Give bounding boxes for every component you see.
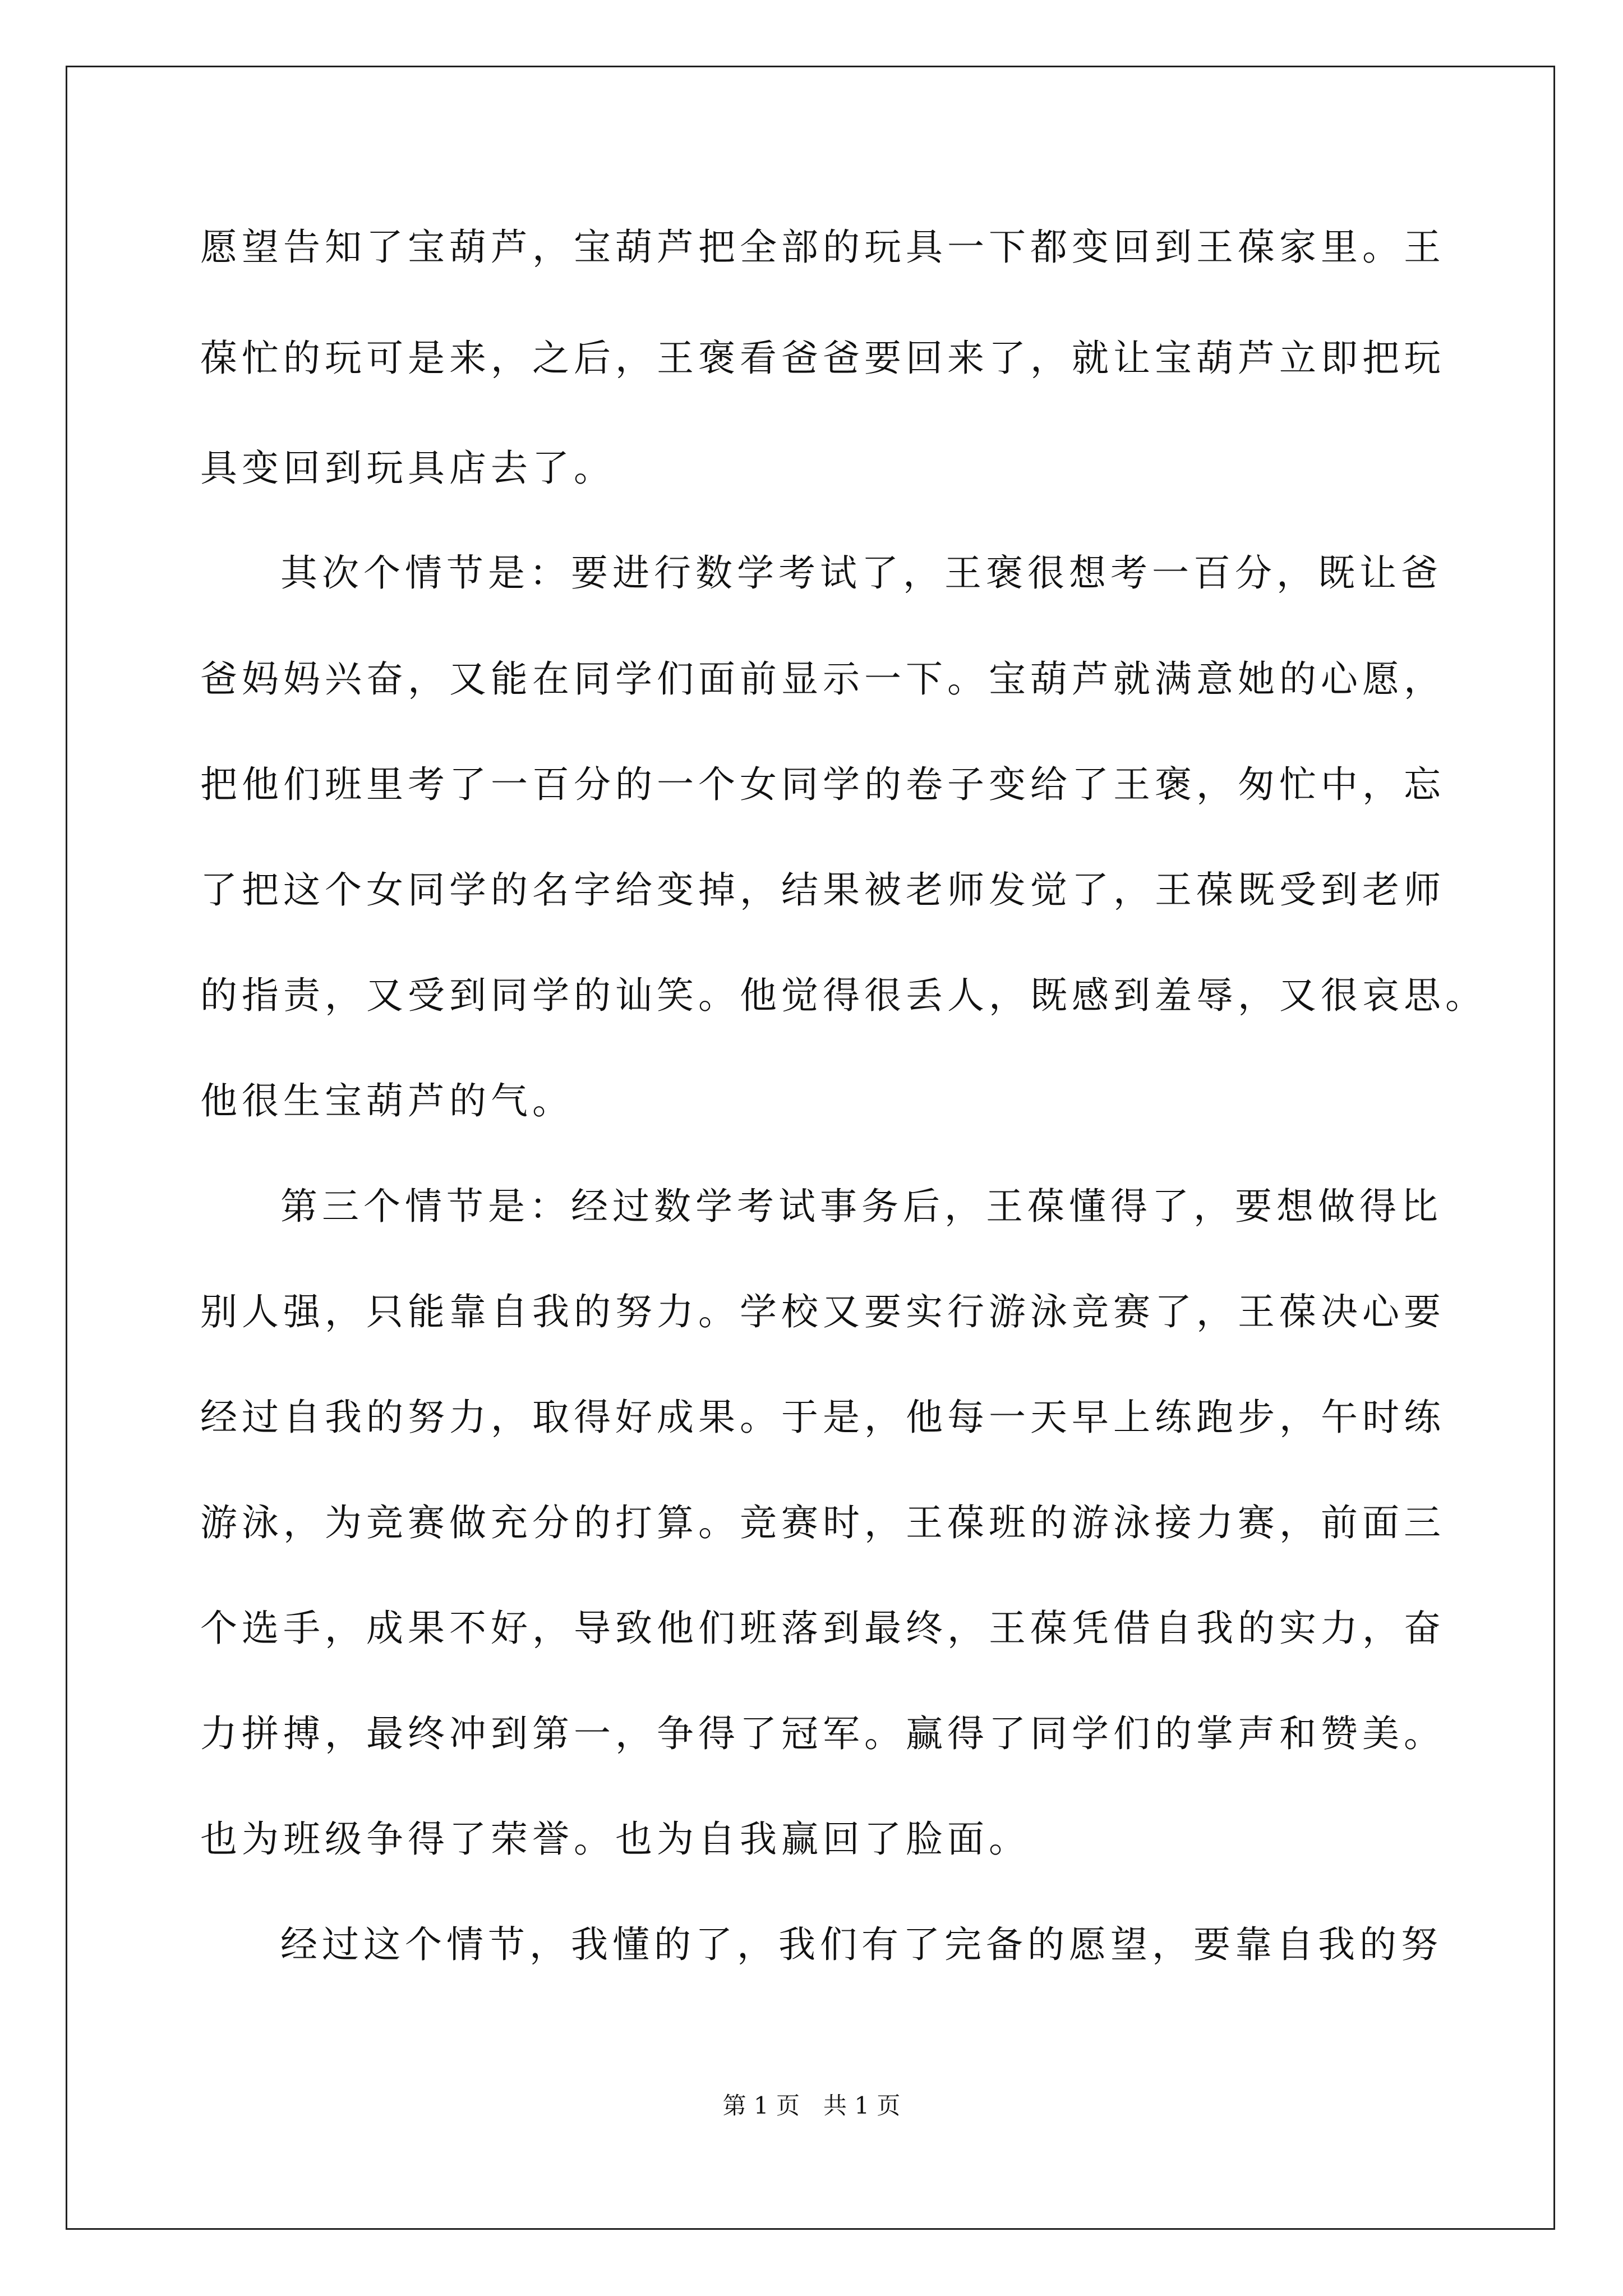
text-line: 个选手，成果不好，导致他们班落到最终，王葆凭借自我的实力，奋 [200,1607,1445,1650]
paragraph-start-line: 第三个情节是：经过数学考试事务后，王葆懂得了，要想做得比 [280,1185,1442,1228]
text-line: 爸妈妈兴奋，又能在同学们面前显示一下。宝葫芦就满意她的心愿， [200,657,1445,701]
page-border [66,66,1555,2230]
text-line: 别人强，只能靠自我的努力。学校又要实行游泳竞赛了，王葆决心要 [200,1290,1445,1333]
text-line: 了把这个女同学的名字给变掉，结果被老师发觉了，王葆既受到老师 [200,868,1445,912]
text-line: 具变回到玩具店去了。 [200,447,615,490]
page-number-footer: 第 1 页 共 1 页 [722,2092,901,2119]
text-line: 力拼搏，最终冲到第一，争得了冠军。赢得了同学们的掌声和赞美。 [200,1712,1445,1755]
text-line: 的指责，又受到同学的讪笑。他觉得很丢人，既感到羞辱，又很哀思。 [200,974,1487,1017]
text-line: 葆忙的玩可是来，之后，王褒看爸爸要回来了，就让宝葫芦立即把玩 [200,337,1445,380]
text-line: 愿望告知了宝葫芦，宝葫芦把全部的玩具一下都变回到王葆家里。王 [200,226,1445,269]
paragraph-start-line: 经过这个情节，我懂的了，我们有了完备的愿望，要靠自我的努 [280,1923,1442,1966]
paragraph-start-line: 其次个情节是：要进行数学考试了，王褒很想考一百分，既让爸 [280,551,1442,595]
text-line: 他很生宝葫芦的气。 [200,1079,574,1122]
text-line: 游泳，为竞赛做充分的打算。竞赛时，王葆班的游泳接力赛，前面三 [200,1501,1445,1544]
text-line: 把他们班里考了一百分的一个女同学的卷子变给了王褒，匆忙中，忘 [200,763,1445,806]
text-line: 也为班级争得了荣誉。也为自我赢回了脸面。 [200,1818,1030,1861]
text-line: 经过自我的努力，取得好成果。于是，他每一天早上练跑步，午时练 [200,1396,1445,1439]
